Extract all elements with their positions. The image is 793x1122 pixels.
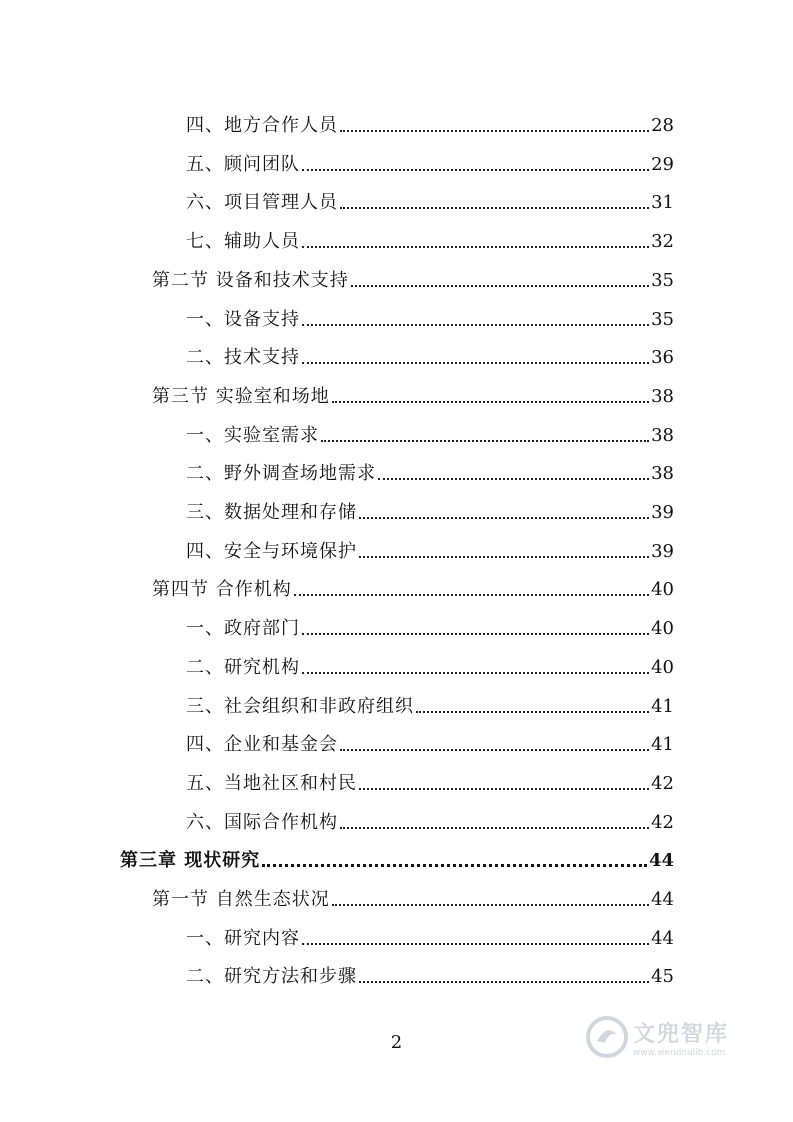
toc-entry-page: 45 bbox=[651, 966, 674, 988]
toc-entry-page: 42 bbox=[651, 811, 674, 833]
toc-entry-page: 44 bbox=[651, 889, 674, 910]
toc-entry-title: 五、当地社区和村民 bbox=[186, 772, 357, 794]
toc-entry-page: 35 bbox=[651, 269, 674, 291]
toc-entry-page: 41 bbox=[651, 734, 674, 756]
watermark-logo-icon bbox=[585, 1015, 629, 1059]
toc-entry-title: 三、数据处理和存储 bbox=[186, 502, 357, 523]
toc-leader-dots bbox=[302, 362, 649, 364]
toc-entry-title: 二、技术支持 bbox=[186, 347, 300, 369]
toc-entry-page: 42 bbox=[651, 772, 674, 794]
toc-leader-dots bbox=[302, 633, 649, 635]
page-number: 2 bbox=[390, 1032, 403, 1053]
toc-entry-title: 第四节 合作机构 bbox=[152, 579, 292, 601]
toc-entry[interactable] bbox=[152, 567, 674, 601]
toc-entry[interactable] bbox=[186, 529, 674, 563]
toc-entry-title: 一、政府部门 bbox=[186, 618, 300, 640]
toc-entry-page: 40 bbox=[651, 656, 674, 678]
toc-entry-title: 第一节 自然生态状况 bbox=[152, 889, 330, 910]
toc-leader-dots bbox=[302, 672, 649, 674]
toc-leader-dots bbox=[359, 981, 649, 983]
toc-entry[interactable] bbox=[186, 413, 674, 447]
toc-entry-title: 七、辅助人员 bbox=[186, 231, 300, 253]
toc-entry-page: 35 bbox=[651, 308, 674, 330]
toc-entry-page: 39 bbox=[651, 502, 674, 523]
toc-leader-dots bbox=[359, 788, 649, 790]
toc-entry-title: 二、野外调查场地需求 bbox=[186, 463, 376, 485]
toc-leader-dots bbox=[302, 169, 649, 171]
toc-entry-title: 四、企业和基金会 bbox=[186, 734, 338, 756]
toc-entry-title: 三、社会组织和非政府组织 bbox=[186, 695, 414, 717]
toc-leader-dots bbox=[359, 556, 649, 558]
toc-entry[interactable] bbox=[186, 800, 674, 834]
toc-entry-page: 38 bbox=[651, 463, 674, 485]
toc-entry-page: 44 bbox=[651, 927, 674, 949]
toc-entry[interactable] bbox=[186, 103, 674, 137]
toc-leader-dots bbox=[302, 324, 649, 326]
toc-entry-page: 36 bbox=[651, 347, 674, 369]
toc-entry-title: 一、研究内容 bbox=[186, 927, 300, 949]
toc-entry[interactable] bbox=[152, 877, 674, 911]
toc-leader-dots bbox=[294, 594, 649, 596]
toc-leader-dots bbox=[359, 517, 649, 519]
toc-entry-title: 六、国际合作机构 bbox=[186, 811, 338, 833]
toc-entry-page: 40 bbox=[651, 579, 674, 601]
toc-entry[interactable] bbox=[186, 180, 674, 214]
toc-entry[interactable] bbox=[186, 606, 674, 640]
toc-entry[interactable] bbox=[186, 451, 674, 485]
toc-leader-dots bbox=[340, 827, 649, 829]
toc-entry-title: 二、研究机构 bbox=[186, 656, 300, 678]
toc-entry[interactable] bbox=[186, 684, 674, 718]
toc-leader-dots bbox=[351, 285, 649, 287]
toc-entry-title: 一、实验室需求 bbox=[186, 424, 319, 446]
toc-entry-title: 第三章 现状研究 bbox=[120, 850, 261, 872]
watermark bbox=[585, 1015, 729, 1059]
toc-leader-dots bbox=[340, 749, 649, 751]
toc-leader-dots bbox=[332, 401, 649, 403]
toc-entry-page: 44 bbox=[648, 850, 674, 872]
watermark-name: 文兜智库 bbox=[633, 1021, 730, 1047]
toc-entry-title: 四、安全与环境保护 bbox=[186, 540, 357, 562]
toc-entry[interactable] bbox=[186, 954, 674, 988]
toc-leader-dots bbox=[302, 246, 649, 248]
toc-leader-dots bbox=[416, 711, 649, 713]
toc-entry-page: 31 bbox=[651, 192, 674, 214]
toc-entry[interactable] bbox=[186, 490, 674, 524]
toc-entry[interactable] bbox=[186, 142, 674, 176]
toc-entry[interactable] bbox=[186, 219, 674, 253]
toc-leader-dots bbox=[340, 207, 649, 209]
toc-entry[interactable] bbox=[186, 335, 674, 369]
toc-leader-dots bbox=[340, 130, 649, 132]
toc-leader-dots bbox=[321, 440, 649, 442]
toc-leader-dots bbox=[378, 478, 649, 480]
toc-entry[interactable] bbox=[186, 722, 674, 756]
toc-entry-title: 第三节 实验室和场地 bbox=[152, 385, 330, 407]
toc-entry-page: 28 bbox=[651, 115, 674, 136]
toc-entry-page: 29 bbox=[651, 153, 674, 175]
toc-entry[interactable] bbox=[186, 297, 674, 331]
toc-entry[interactable] bbox=[186, 916, 674, 950]
toc-entry-page: 38 bbox=[651, 424, 674, 446]
toc-entry-title: 一、设备支持 bbox=[186, 308, 300, 330]
toc-entry-page: 38 bbox=[651, 385, 674, 407]
watermark-url: www.wendoulib.com bbox=[633, 1047, 726, 1058]
toc-entry[interactable] bbox=[186, 761, 674, 795]
toc-entry-title: 四、地方合作人员 bbox=[186, 115, 338, 136]
toc-entry-page: 32 bbox=[651, 231, 674, 253]
toc-entry[interactable] bbox=[186, 645, 674, 679]
toc-entry-chapter[interactable] bbox=[120, 838, 674, 872]
toc-entry-page: 40 bbox=[651, 618, 674, 640]
toc-entry-page: 41 bbox=[651, 695, 674, 717]
toc-leader-dots bbox=[302, 943, 649, 945]
toc-entry-title: 六、项目管理人员 bbox=[186, 192, 338, 214]
toc-leader-dots bbox=[262, 864, 647, 867]
toc-entry[interactable] bbox=[152, 374, 674, 408]
toc-entry[interactable] bbox=[152, 258, 674, 292]
toc-entry-page: 39 bbox=[651, 540, 674, 562]
toc-leader-dots bbox=[332, 904, 649, 906]
toc-entry-title: 五、顾问团队 bbox=[186, 153, 300, 175]
toc-entry-title: 二、研究方法和步骤 bbox=[186, 966, 357, 988]
toc-entry-title: 第二节 设备和技术支持 bbox=[152, 269, 349, 291]
